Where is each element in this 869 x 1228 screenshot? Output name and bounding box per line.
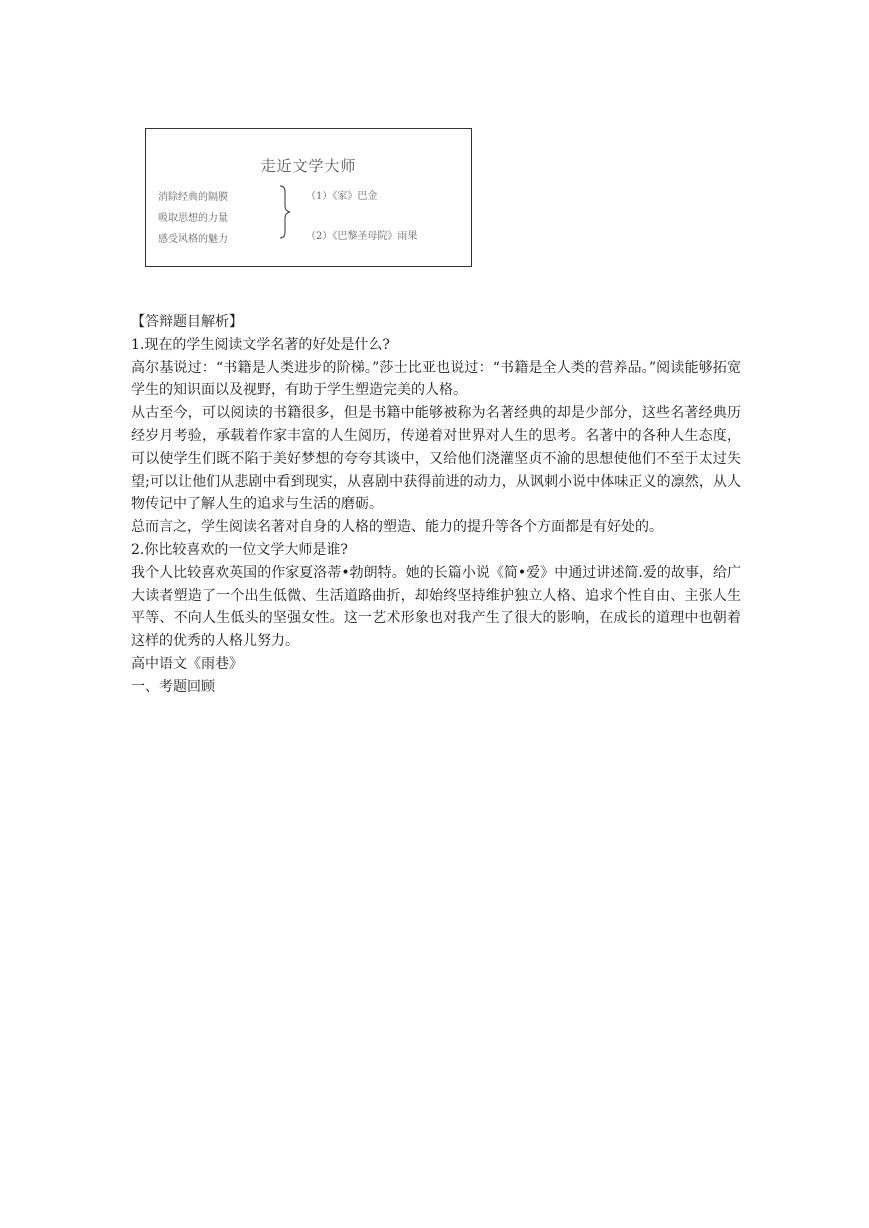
- answer-paragraph: 从古至今，可以阅读的书籍很多，但是书籍中能够被称为名著经典的却是少部分，这些名著经典历经岁月考验，承载着作家丰富的人生阅历，传递着对世界对人生的思考。名著中的各种人生态度，可以使学生们既不陷于美好梦想的夸夸其谈中，又给他们浇灌坚贞不渝的思想使他们不至于太过失望;可以让他们从悲剧中看到现实，从喜剧中获得前进的动力，从讽刺小说中体味正义的凛然，从人物传记中了解人生的追求与生活的磨砺。: [131, 405, 741, 513]
- subsection-heading: 一、考题回顾: [131, 678, 215, 695]
- figure-right-item: （2）《巴黎圣母院》雨果: [306, 231, 418, 242]
- question-1: 1.现在的学生阅读文学名著的好处是什么?: [131, 336, 390, 353]
- figure-left-item: 感受风格的魅力: [158, 234, 228, 245]
- figure-left-item: 消除经典的隔膜: [158, 192, 228, 203]
- section-heading: 【答辩题目解析】: [131, 314, 243, 330]
- figure-left-item: 吸取思想的力量: [158, 213, 228, 224]
- board-design-figure: [145, 128, 472, 267]
- answer-paragraph: 总而言之，学生阅读名著对自身的人格的塑造、能力的提升等各个方面都是有好处的。: [131, 519, 663, 536]
- document-body: [131, 311, 741, 699]
- figure-left-list: [158, 187, 228, 250]
- figure-right-item: （1）《家》巴金: [306, 191, 378, 202]
- answer-paragraph: 高尔基说过：“书籍是人类进步的阶梯。”莎士比亚也说过：“书籍是全人类的营养品。”阅读能够拓宽学生的知识面以及视野，有助于学生塑造完美的人格。: [131, 359, 741, 399]
- right-brace-icon: [278, 184, 292, 240]
- answer-paragraph: 我个人比较喜欢英国的作家夏洛蒂•勃朗特。她的长篇小说《简•爱》中通过讲述简.爱的故事，给广大读者塑造了一个出生低微、生活道路曲折，却始终坚持维护独立人格、追求个性自由、主张人生平等、不向人生低头的坚强女性。这一艺术形象也对我产生了很大的影响，在成长的道理中也朝着这样的优秀的人格儿努力。: [131, 564, 741, 650]
- figure-title: 走近文学大师: [260, 157, 357, 175]
- lesson-title: 高中语文《雨巷》: [131, 655, 243, 672]
- question-2: 2.你比较喜欢的一位文学大师是谁?: [131, 541, 348, 558]
